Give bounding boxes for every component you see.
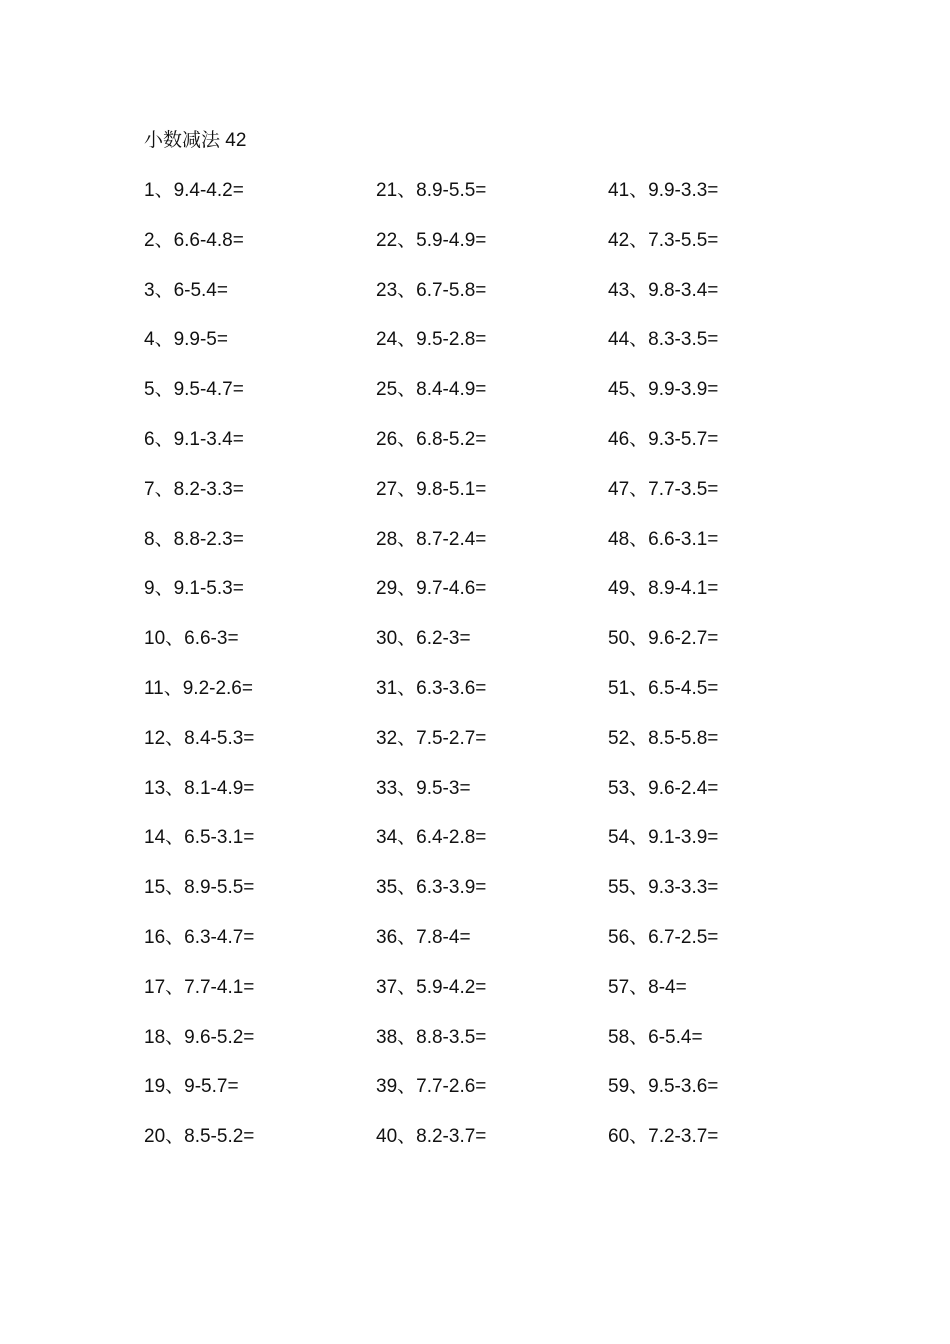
problem-item: 51、6.5-4.5= <box>608 677 719 699</box>
problem-item: 24、9.5-2.8= <box>376 329 487 351</box>
problem-item: 38、8.8-3.5= <box>376 1026 487 1048</box>
problem-item: 48、6.6-3.1= <box>608 528 719 550</box>
problem-item: 16、6.3-4.7= <box>144 926 255 948</box>
problem-item: 60、7.2-3.7= <box>608 1126 719 1148</box>
problem-item: 19、9-5.7= <box>144 1076 239 1098</box>
problem-item: 34、6.4-2.8= <box>376 827 487 849</box>
problem-item: 26、6.8-5.2= <box>376 428 487 450</box>
problem-item: 1、9.4-4.2= <box>144 180 244 201</box>
problem-item: 28、8.7-2.4= <box>376 528 487 550</box>
problem-item: 30、6.2-3= <box>376 628 471 650</box>
problem-item: 7、8.2-3.3= <box>144 478 244 500</box>
problem-item: 55、9.3-3.3= <box>608 877 719 899</box>
problem-item: 39、7.7-2.6= <box>376 1076 487 1098</box>
problem-item: 22、5.9-4.9= <box>376 229 487 251</box>
problem-item: 37、5.9-4.2= <box>376 976 487 998</box>
problem-item: 11、9.2-2.6= <box>144 677 253 699</box>
problem-item: 54、9.1-3.9= <box>608 827 719 849</box>
problem-item: 42、7.3-5.5= <box>608 229 719 251</box>
problem-item: 17、7.7-4.1= <box>144 976 255 998</box>
problem-item: 31、6.3-3.6= <box>376 677 487 699</box>
problem-item: 9、9.1-5.3= <box>144 578 244 600</box>
problem-item: 10、6.6-3= <box>144 628 239 650</box>
problem-item: 53、9.6-2.4= <box>608 777 719 799</box>
worksheet-title: 小数减法 42 <box>144 130 247 151</box>
problem-item: 5、9.5-4.7= <box>144 379 244 401</box>
problem-item: 43、9.8-3.4= <box>608 279 719 301</box>
problem-item: 21、8.9-5.5= <box>376 180 487 201</box>
problem-item: 52、8.5-5.8= <box>608 727 719 749</box>
problem-item: 2、6.6-4.8= <box>144 229 244 251</box>
problem-item: 41、9.9-3.3= <box>608 180 719 201</box>
problem-item: 44、8.3-3.5= <box>608 329 719 351</box>
problem-item: 56、6.7-2.5= <box>608 926 719 948</box>
problem-item: 18、9.6-5.2= <box>144 1026 255 1048</box>
problem-item: 4、9.9-5= <box>144 329 228 351</box>
problem-column-1 <box>144 178 374 1174</box>
problem-item: 57、8-4= <box>608 976 687 998</box>
problem-item: 33、9.5-3= <box>376 777 471 799</box>
problem-item: 49、8.9-4.1= <box>608 578 719 600</box>
problem-item: 45、9.9-3.9= <box>608 379 719 401</box>
problem-item: 15、8.9-5.5= <box>144 877 255 899</box>
problem-item: 35、6.3-3.9= <box>376 877 487 899</box>
problem-column-3 <box>608 178 838 1174</box>
problem-item: 12、8.4-5.3= <box>144 727 255 749</box>
problem-item: 46、9.3-5.7= <box>608 428 719 450</box>
problem-item: 32、7.5-2.7= <box>376 727 487 749</box>
problem-item: 20、8.5-5.2= <box>144 1126 255 1148</box>
problem-item: 3、6-5.4= <box>144 279 228 301</box>
problem-item: 40、8.2-3.7= <box>376 1126 487 1148</box>
problem-item: 23、6.7-5.8= <box>376 279 487 301</box>
problem-item: 8、8.8-2.3= <box>144 528 244 550</box>
problem-item: 13、8.1-4.9= <box>144 777 255 799</box>
problem-item: 59、9.5-3.6= <box>608 1076 719 1098</box>
problem-item: 47、7.7-3.5= <box>608 478 719 500</box>
problem-item: 6、9.1-3.4= <box>144 428 244 450</box>
problem-item: 58、6-5.4= <box>608 1026 703 1048</box>
problem-item: 25、8.4-4.9= <box>376 379 487 401</box>
problem-item: 36、7.8-4= <box>376 926 471 948</box>
problem-item: 29、9.7-4.6= <box>376 578 487 600</box>
problem-item: 27、9.8-5.1= <box>376 478 487 500</box>
problem-column-2 <box>376 178 606 1174</box>
problem-item: 14、6.5-3.1= <box>144 827 255 849</box>
problem-item: 50、9.6-2.7= <box>608 628 719 650</box>
